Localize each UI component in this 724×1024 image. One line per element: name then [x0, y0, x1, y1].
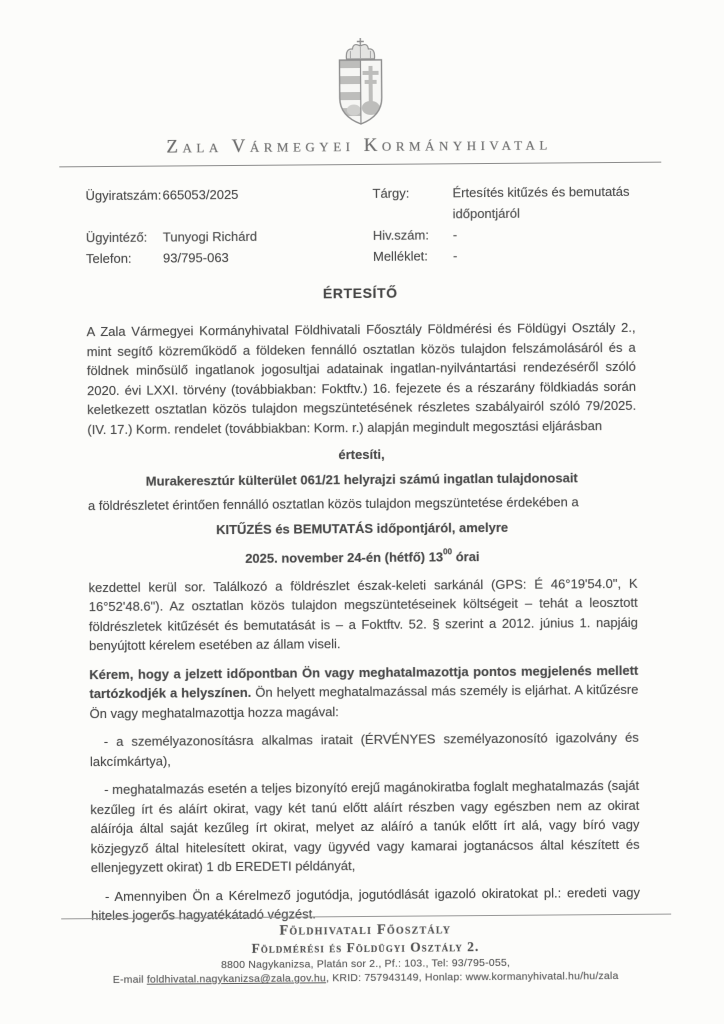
footer-department: Földhivatali Főosztály	[279, 921, 452, 939]
attendance-rest-text: Ön helyett meghatalmazással más személy is eljárhat. A kitűzésre Ön vagy meghatalmazottja hozza magával:	[89, 681, 639, 721]
hungarian-coat-of-arms-icon	[326, 36, 391, 128]
meta-value: -	[452, 248, 458, 264]
datetime-line	[60, 541, 664, 570]
footer-contact-tail: , KRID: 757943149, Honlap: www.kormanyhivatal.hu/hu/zala	[325, 969, 619, 985]
meta-label: Ügyintéző:	[85, 229, 148, 246]
meta-row-clerk	[86, 225, 373, 248]
meta-row-ref-number	[373, 222, 682, 245]
meta-value: 93/795-063	[162, 250, 229, 266]
bullet-power-of-attorney: - meghatalmazás esetén a teljes bizonyító erejű magánokiratba foglalt meghatalmazás (saját kezűleg írt és aláírt okirat, vagy két tanú előtt aláírt részben vagy egészben nem az okirat aláírója által saját kezűleg írt okirat, melyet az aláíró a tanúk előtt írt alá, vagy bíró vagy közjegyző által hitelesített okirat, vagy ügyvéd vagy kamarai jogtanácsos által készített és ellenjegyzett okirat) 1 db EREDETI példányát,	[90, 777, 640, 876]
schedule-paragraph: kezdettel kerül sor. Találkozó a földrészlet észak-keleti sarkánál (GPS: É 46°19'54.0", K 16°52'48.6"). Az osztatlan közös tulajdon megszüntetéseinek költségeit – tehát a leosztott földrészletek kitűzését és bemutatását is – a Foktftv. 52. § szerint a 2012. június 1. napjáig benyújtott kérelem esetében az állam viseli.	[88, 575, 638, 654]
meta-value: 665053/2025	[162, 186, 239, 203]
bullet-id-documents: - a személyazonosításra alkalmas iratait (ÉRVÉNYES személyazonosító igazolvány és lakcímkártya),	[89, 729, 639, 769]
date-text: 2025. november 24-én (hétfő) 13	[245, 549, 444, 566]
footer-email-prefix: E-mail	[112, 973, 147, 986]
meta-label: Ügyiratszám:	[85, 187, 162, 204]
subject-line: KITŰZÉS és BEMUTATÁS időpontjáról, amelyre	[216, 519, 509, 537]
meta-label: Hiv.szám:	[372, 227, 429, 243]
attendance-bold-text: Kérem, hogy a jelzett időpontban Ön vagy meghatalmazottja pontos megjelenés mellett tartózkodjék a helyszínen.	[89, 662, 639, 702]
meta-value: Értesítés kitűzés és bemutatás időpontjáról	[452, 183, 630, 222]
document-title: ÉRTESÍTŐ	[322, 284, 398, 302]
bullet-legal-succession: - Amennyiben Ön a Kérelmező jogutódja, jogutódlását igazoló okiratokat pl.: eredeti vagy hiteles jogerős hagyatékátadó végzést.	[91, 884, 641, 924]
meta-column-right	[372, 180, 682, 266]
meta-label: Melléklet:	[372, 248, 428, 264]
notify-line: értesíti,	[338, 446, 385, 463]
meta-row-case-number	[85, 183, 372, 206]
letterhead	[0, 0, 721, 160]
meta-column-left	[85, 183, 373, 269]
meta-label: Telefon:	[85, 250, 132, 267]
footer-address: 8800 Nagykanizsa, Platán sor 2., Pf.: 103., Tel: 93/795-055,	[220, 956, 511, 972]
intro-paragraph: A Zala Vármegyei Kormányhivatal Földhivatali Főosztály Földmérési és Földügyi Osztály 2., mint segítő közreműködő a földeken fennálló osztatlan közös tulajdon felszámolásáról és a földnek minősülő ingatlanok jogosultjai adatainak ingatlan-nyilvántartási rendezéséről szóló 2020. évi LXXI. törvény (továbbiakban: Foktftv.) 16. fejezete és a részarány földkiadás során keletkezett osztatlan közös tulajdon megszüntetésének részletes szabályairól szóló 79/2025. (IV. 17.) Korm. rendelet (továbbiakban: Korm. r.) alapján megindult megosztási eljárásban	[86, 319, 637, 437]
organization-name: Zala Vármegyei Kormányhivatal	[166, 133, 552, 158]
purpose-line: a földrészletet érintően fennálló osztatlan közös tulajdon megszüntetése érdekében a	[87, 494, 579, 514]
meta-row-phone	[86, 246, 373, 269]
meta-label: Tárgy:	[372, 185, 410, 201]
date-superscript-minutes: 00	[443, 547, 453, 557]
footer	[3, 913, 724, 987]
meta-row-subject	[372, 180, 681, 224]
footer-email: foldhivatal.nagykanizsa@zala.gov.hu	[146, 972, 327, 986]
date-tail: órai	[451, 549, 480, 565]
document-meta	[0, 162, 722, 270]
attendance-paragraph	[89, 660, 638, 723]
meta-value: Tunyogi Richárd	[162, 228, 258, 245]
meta-row-attachment	[373, 243, 682, 266]
owners-line: Murakeresztúr külterület 061/21 helyrajzi számú ingatlan tulajdonosait	[145, 469, 578, 489]
meta-value: -	[452, 227, 458, 243]
meta-spacer	[86, 204, 373, 227]
footer-subdepartment: Földmérési és Földügyi Osztály 2.	[251, 939, 480, 956]
